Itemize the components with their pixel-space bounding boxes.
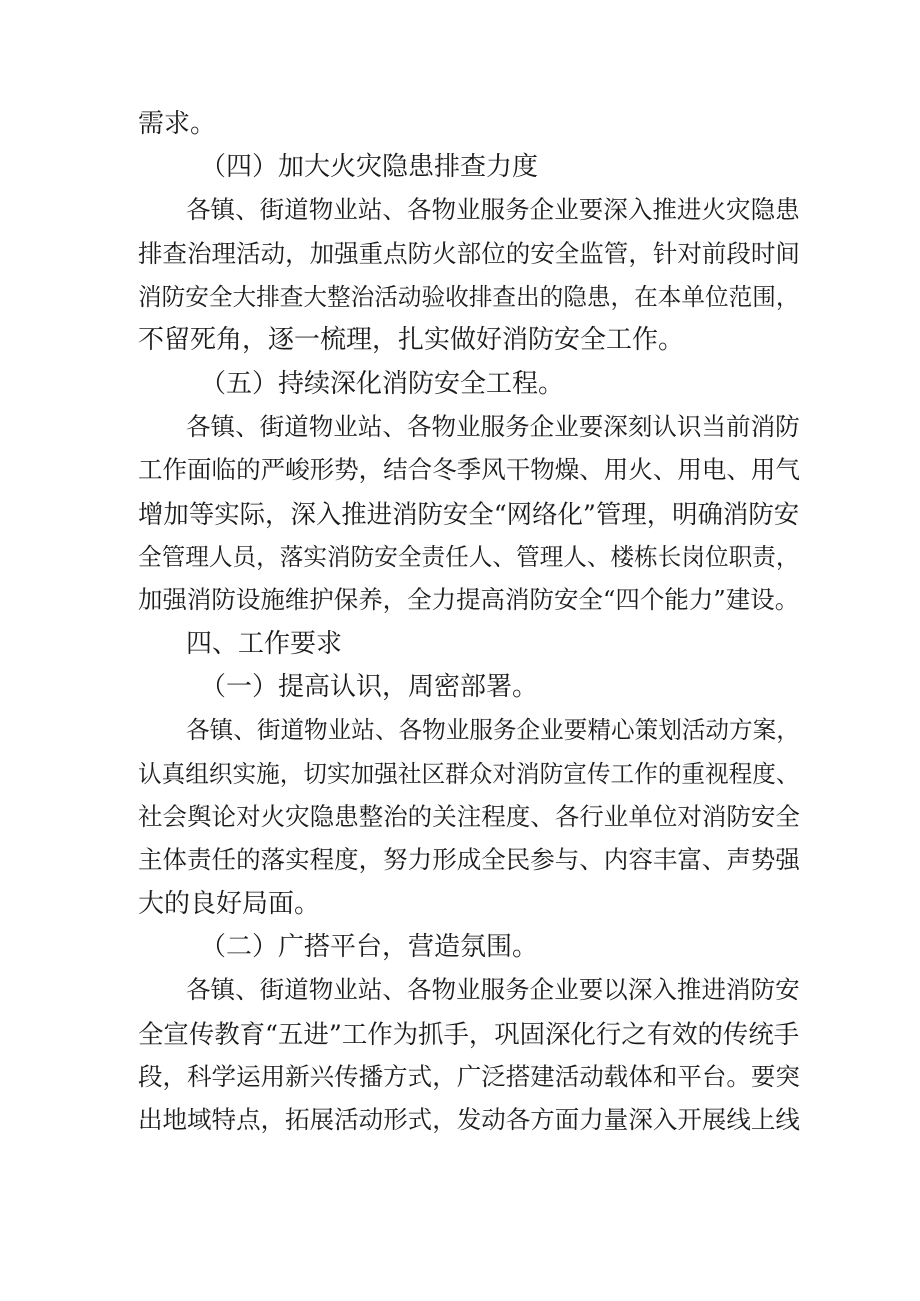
text-line: 各镇、街道物业站、各物业服务企业要深刻认识当前消防 — [186, 412, 800, 441]
text-line: 出地域特点，拓展活动形式，发动各方面力量深入开展线上线 — [138, 1105, 800, 1134]
text-line: 主体责任的落实程度，努力形成全民参与、内容丰富、声势强 — [138, 845, 800, 874]
text-line: 全宣传教育“五进”工作为抓手，巩固深化行之有效的传统手 — [138, 1019, 800, 1049]
text-line: 加强消防设施维护保养，全力提高消防安全“四个能力”建设。 — [138, 585, 800, 614]
text-line: 大的良好局面。 — [138, 889, 321, 919]
text-line: 各镇、街道物业站、各物业服务企业要深入推进火灾隐患 — [186, 195, 800, 224]
text-line: 社会舆论对火灾隐患整治的关注程度、各行业单位对消防安全 — [138, 802, 800, 831]
text-line: 全管理人员，落实消防安全责任人、管理人、楼栋长岗位职责， — [138, 543, 800, 571]
text-line: 各镇、街道物业站、各物业服务企业要精心策划活动方案， — [186, 716, 800, 744]
text-line: 不留死角，逐一梳理，扎实做好消防安全工作。 — [138, 325, 685, 355]
section-heading: （五）持续深化消防安全工程。 — [200, 369, 565, 399]
text-line: 需求。 — [138, 109, 217, 139]
text-line: 增加等实际，深入推进消防安全“网络化”管理，明确消防安 — [138, 499, 800, 529]
section-heading: （一）提高认识，周密部署。 — [200, 672, 539, 702]
text-line: 各镇、街道物业站、各物业服务企业要以深入推进消防安 — [186, 975, 800, 1004]
section-heading: （四）加大火灾隐患排查力度 — [200, 152, 539, 182]
text-line: 消防安全大排查大整治活动验收排查出的隐患，在本单位范围， — [138, 283, 800, 311]
text-line: 排查治理活动，加强重点防火部位的安全监管，针对前段时间 — [138, 239, 800, 268]
text-line: 段，科学运用新兴传播方式，广泛搭建活动载体和平台。要突 — [138, 1062, 800, 1091]
text-line: 工作面临的严峻形势，结合冬季风干物燥、用火、用电、用气 — [138, 455, 800, 484]
chapter-heading: 四、工作要求 — [186, 629, 343, 659]
section-heading: （二）广搭平台，营造氛围。 — [200, 932, 539, 962]
text-line: 认真组织实施，切实加强社区群众对消防宣传工作的重视程度、 — [138, 760, 800, 788]
